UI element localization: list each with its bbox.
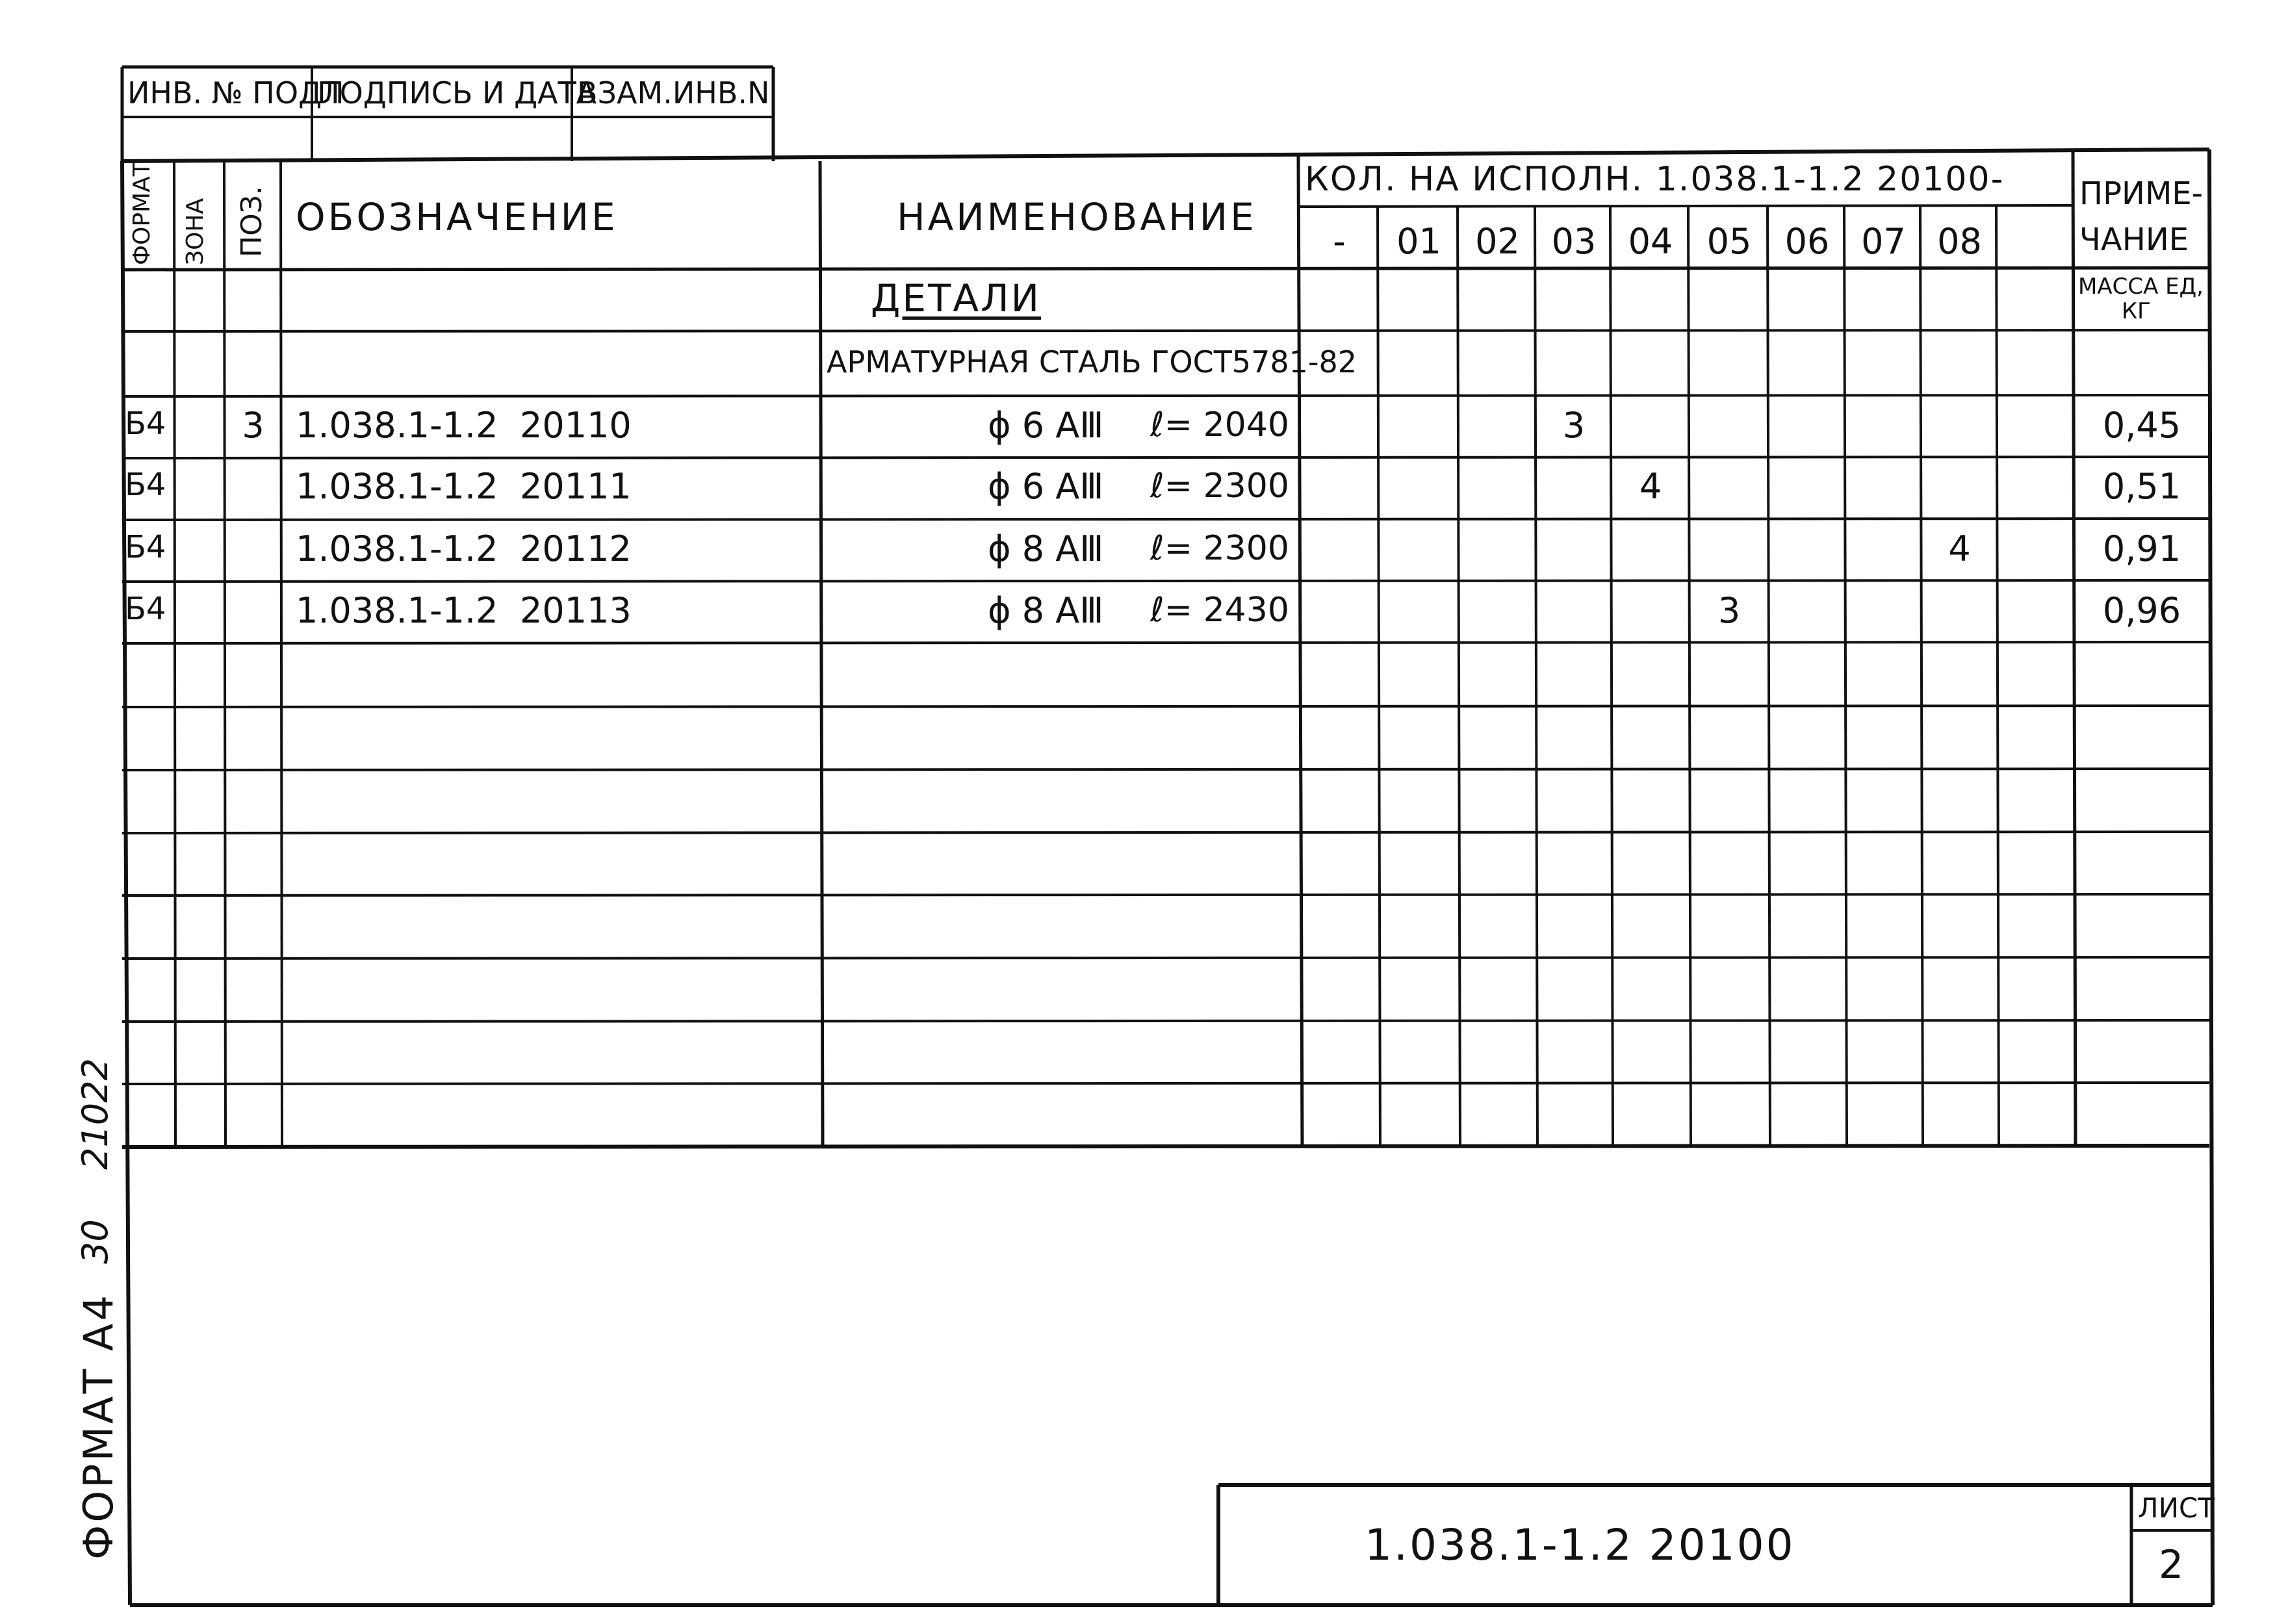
- row-bar: ϕ 6 AⅢ: [988, 405, 1104, 446]
- row-length: ℓ= 2300: [1150, 529, 1289, 568]
- header-zona: ЗОНА: [182, 198, 209, 265]
- row-designation: 1.038.1-1.2: [296, 405, 498, 446]
- row-quantity: 3: [1717, 590, 1741, 631]
- title-block-sheet-label: ЛИСТ: [2138, 1492, 2215, 1524]
- section-title: ДЕТАЛИ: [871, 276, 1042, 320]
- mass-label-2: КГ: [2122, 298, 2151, 324]
- row-length: ℓ= 2430: [1150, 591, 1289, 630]
- side-format-label: ФОРМАТ А4: [75, 1293, 122, 1560]
- row-format: Б4: [125, 467, 166, 503]
- header-oboznachenie: ОБОЗНАЧЕНИЕ: [296, 195, 618, 239]
- variant-header: 04: [1628, 221, 1673, 262]
- variant-header: 03: [1551, 221, 1597, 262]
- title-block-doc: 1.038.1-1.2 20100: [1365, 1520, 1795, 1570]
- row-mass: 0,51: [2102, 466, 2181, 507]
- row-mass: 0,96: [2102, 590, 2181, 631]
- row-bar: ϕ 8 AⅢ: [988, 590, 1104, 631]
- row-format: Б4: [125, 529, 166, 565]
- row-bar: ϕ 6 AⅢ: [988, 466, 1104, 507]
- row-format: Б4: [125, 591, 166, 627]
- title-block-sheet: 2: [2159, 1542, 2184, 1588]
- stamp-vzam-inv: ВЗАМ.ИНВ.N: [577, 75, 770, 110]
- row-code: 20111: [520, 466, 632, 507]
- header-primechanie-1: ПРИМЕ-: [2079, 175, 2204, 212]
- mass-label-1: МАССА ЕД,: [2078, 274, 2204, 300]
- header-format: ФОРМАТ: [129, 162, 155, 265]
- variant-header: 06: [1784, 221, 1830, 262]
- side-sheet-number: 30: [75, 1219, 116, 1264]
- row-length: ℓ= 2300: [1150, 467, 1289, 506]
- variant-header: 07: [1861, 221, 1906, 262]
- row-length: ℓ= 2040: [1150, 406, 1289, 445]
- row-bar: ϕ 8 AⅢ: [988, 528, 1104, 569]
- variant-header: 08: [1937, 221, 1982, 262]
- stamp-podpis-data: ПОДПИСЬ И ДАТА: [317, 75, 597, 110]
- row-designation: 1.038.1-1.2: [296, 466, 498, 507]
- header-primechanie-2: ЧАНИЕ: [2079, 222, 2189, 258]
- row-code: 20112: [520, 528, 632, 569]
- row-quantity: 4: [1639, 466, 1662, 507]
- variant-header: 05: [1706, 221, 1752, 262]
- row-code: 20110: [520, 405, 632, 446]
- row-poz: 3: [242, 405, 264, 446]
- header-kol-title: КОЛ. НА ИСПОЛН. 1.038.1-1.2 20100-: [1305, 160, 2005, 199]
- row-designation: 1.038.1-1.2: [296, 528, 498, 569]
- row-quantity: 3: [1562, 405, 1586, 446]
- variant-header: 02: [1475, 221, 1520, 262]
- row-code: 20113: [520, 590, 632, 631]
- side-doc-number: 21022: [75, 1058, 116, 1170]
- row-mass: 0,45: [2102, 405, 2181, 446]
- variant-header: 01: [1396, 221, 1441, 262]
- stamp-inv-podl: ИНВ. № ПОДЛ: [127, 75, 344, 110]
- row-format: Б4: [125, 406, 166, 442]
- header-poz: ПОЗ.: [235, 186, 268, 257]
- header-naimenovanie: НАИМЕНОВАНИЕ: [897, 195, 1257, 239]
- row-designation: 1.038.1-1.2: [296, 590, 498, 631]
- row-mass: 0,91: [2102, 528, 2181, 569]
- material-title: АРМАТУРНАЯ СТАЛЬ ГОСТ5781-82: [827, 344, 1357, 380]
- variant-header: -: [1333, 221, 1346, 262]
- row-quantity: 4: [1948, 528, 1971, 569]
